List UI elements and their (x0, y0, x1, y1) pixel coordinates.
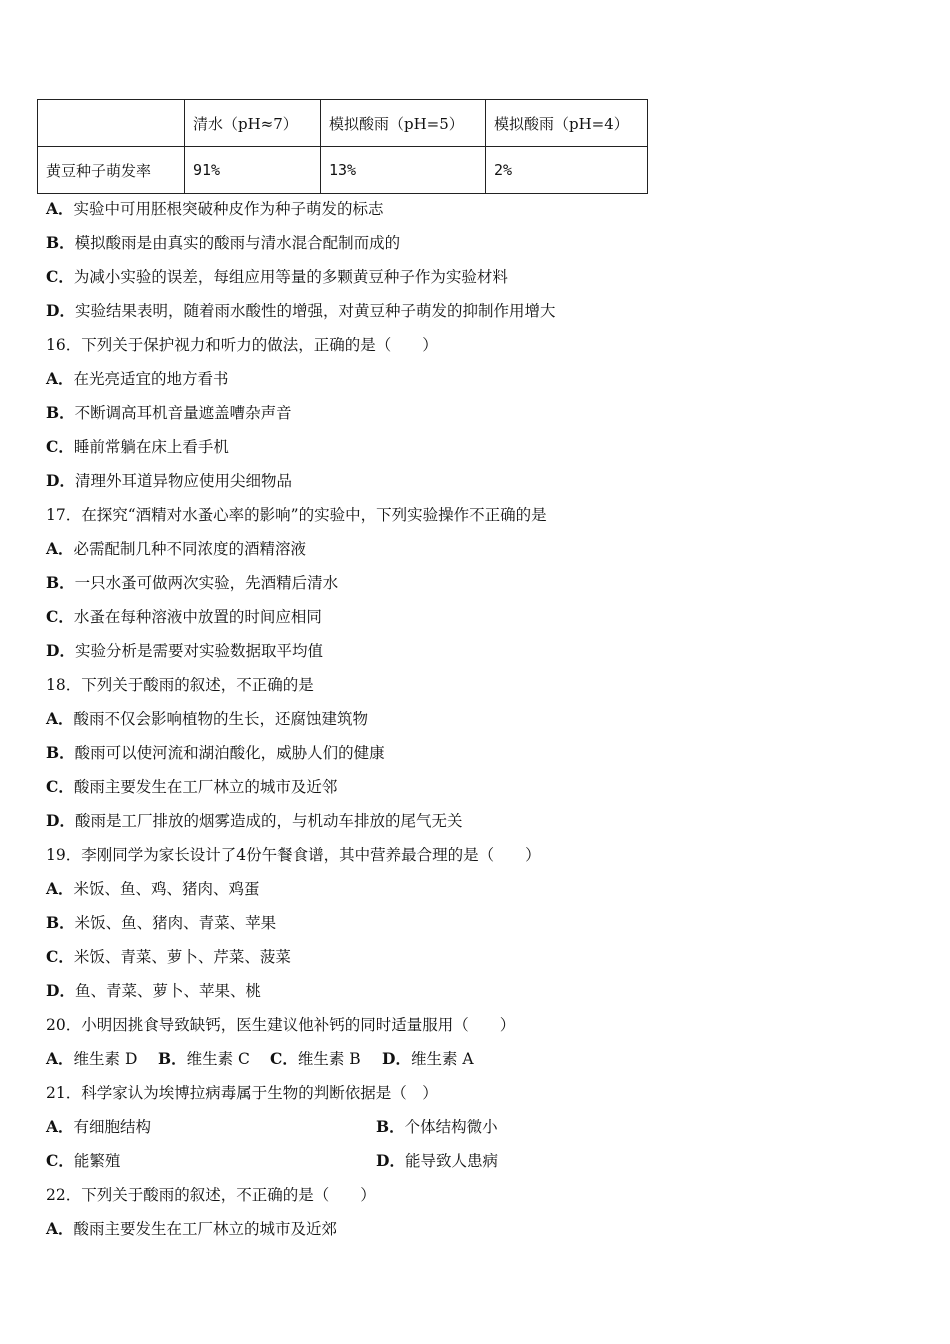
option-letter: A． (46, 1117, 74, 1136)
option-text: 实验分析是需要对实验数据取平均值 (74, 642, 323, 660)
question-stem: 16．下列关于保护视力和听力的做法，正确的是（ ） (46, 336, 438, 354)
germination-table (37, 99, 648, 194)
option-text: 酸雨主要发生在工厂林立的城市及近郊 (73, 1220, 338, 1238)
option-line (46, 403, 292, 423)
option-letter: A． (46, 1219, 74, 1238)
option-line (270, 1049, 361, 1069)
option-line (46, 539, 306, 559)
option-letter: A． (46, 1049, 74, 1068)
option-line (46, 369, 229, 389)
option-text: 维生素 D (73, 1050, 138, 1068)
table-header-cell: 模拟酸雨（pH=4） (486, 100, 648, 147)
option-line (376, 1117, 498, 1137)
option-text: 在光亮适宜的地方看书 (73, 370, 229, 388)
option-line (46, 709, 368, 729)
option-line (46, 233, 400, 253)
option-text: 有细胞结构 (73, 1118, 152, 1136)
option-line (46, 1049, 137, 1069)
option-text: 实验结果表明，随着雨水酸性的增强，对黄豆种子萌发的抑制作用增大 (74, 302, 556, 320)
option-text: 实验中可用胚根突破种皮作为种子萌发的标志 (73, 200, 384, 218)
option-letter: A． (46, 369, 74, 388)
option-text: 个体结构微小 (404, 1118, 498, 1136)
option-line (158, 1049, 250, 1069)
option-letter: C． (46, 607, 74, 626)
question-stem: 20．小明因挑食导致缺钙，医生建议他补钙的同时适量服用（ ） (46, 1016, 516, 1034)
option-letter: D． (46, 301, 75, 320)
option-text: 米饭、青菜、萝卜、芹菜、菠菜 (73, 948, 291, 966)
table-header-row (38, 100, 648, 147)
option-letter: D． (46, 981, 75, 1000)
table-cell: 2% (486, 147, 648, 194)
option-line (46, 777, 337, 797)
table-row (38, 147, 648, 194)
option-text: 为减小实验的误差，每组应用等量的多颗黄豆种子作为实验材料 (73, 268, 508, 286)
option-text: 酸雨是工厂排放的烟雾造成的，与机动车排放的尾气无关 (74, 812, 463, 830)
option-line (46, 437, 229, 457)
table-header-cell: 模拟酸雨（pH=5） (321, 100, 486, 147)
option-text: 维生素 B (297, 1050, 361, 1068)
option-text: 米饭、鱼、鸡、猪肉、鸡蛋 (73, 880, 260, 898)
question-stem: 19．李刚同学为家长设计了4份午餐食谱，其中营养最合理的是（ ） (46, 846, 541, 864)
option-line (46, 1219, 337, 1239)
option-line (46, 743, 385, 763)
option-letter: D． (46, 811, 75, 830)
question-stem: 21．科学家认为埃博拉病毒属于生物的判断依据是（ ） (46, 1084, 438, 1102)
option-letter: A． (46, 879, 74, 898)
option-letter: C． (46, 267, 74, 286)
option-text: 清理外耳道异物应使用尖细物品 (74, 472, 292, 490)
option-text: 维生素 C (186, 1050, 250, 1068)
option-line (46, 267, 508, 287)
option-letter: A． (46, 709, 74, 728)
option-letter: A． (46, 199, 74, 218)
option-letter: B． (46, 573, 75, 592)
option-text: 睡前常躺在床上看手机 (73, 438, 229, 456)
table-cell: 91% (185, 147, 321, 194)
option-line (46, 199, 384, 219)
question-stem: 22．下列关于酸雨的叙述，不正确的是（ ） (46, 1186, 376, 1204)
option-letter: C． (270, 1049, 298, 1068)
option-text: 米饭、鱼、猪肉、青菜、苹果 (74, 914, 277, 932)
option-letter: D． (376, 1151, 405, 1170)
table-row-label: 黄豆种子萌发率 (38, 147, 185, 194)
option-letter: C． (46, 437, 74, 456)
option-line (46, 1117, 151, 1137)
option-text: 一只水蚤可做两次实验，先酒精后清水 (74, 574, 339, 592)
option-line (376, 1151, 498, 1171)
option-line (46, 641, 323, 661)
table-cell: 13% (321, 147, 486, 194)
option-text: 不断调高耳机音量遮盖嘈杂声音 (74, 404, 292, 422)
option-text: 能繁殖 (73, 1152, 121, 1170)
option-text: 模拟酸雨是由真实的酸雨与清水混合配制而成的 (74, 234, 401, 252)
option-letter: B． (46, 743, 75, 762)
table-header-cell (38, 100, 185, 147)
option-line (46, 1151, 120, 1171)
option-letter: D． (382, 1049, 411, 1068)
option-text: 酸雨可以使河流和湖泊酸化，威胁人们的健康 (74, 744, 385, 762)
option-line (46, 879, 260, 899)
question-stem: 18．下列关于酸雨的叙述，不正确的是 (46, 676, 314, 694)
option-line (46, 981, 261, 1001)
option-text: 能导致人患病 (404, 1152, 498, 1170)
option-letter: B． (46, 403, 75, 422)
option-letter: B． (158, 1049, 187, 1068)
option-text: 水蚤在每种溶液中放置的时间应相同 (73, 608, 322, 626)
option-line (46, 913, 276, 933)
option-line (382, 1049, 474, 1069)
option-line (46, 471, 292, 491)
option-letter: C． (46, 947, 74, 966)
question-stem: 17．在探究“酒精对水蚤心率的影响”的实验中，下列实验操作不正确的是 (46, 506, 547, 524)
option-letter: B． (46, 233, 75, 252)
option-text: 必需配制几种不同浓度的酒精溶液 (73, 540, 307, 558)
option-letter: C． (46, 777, 74, 796)
option-text: 酸雨不仅会影响植物的生长，还腐蚀建筑物 (73, 710, 369, 728)
option-letter: D． (46, 471, 75, 490)
option-line (46, 811, 462, 831)
option-letter: D． (46, 641, 75, 660)
option-line (46, 947, 291, 967)
option-text: 鱼、青菜、萝卜、苹果、桃 (74, 982, 261, 1000)
option-line (46, 573, 338, 593)
table-header-cell: 清水（pH≈7） (185, 100, 321, 147)
option-text: 酸雨主要发生在工厂林立的城市及近邻 (73, 778, 338, 796)
option-text: 维生素 A (410, 1050, 474, 1068)
option-letter: B． (376, 1117, 405, 1136)
option-letter: C． (46, 1151, 74, 1170)
option-letter: B． (46, 913, 75, 932)
option-line (46, 301, 555, 321)
option-letter: A． (46, 539, 74, 558)
option-line (46, 607, 322, 627)
